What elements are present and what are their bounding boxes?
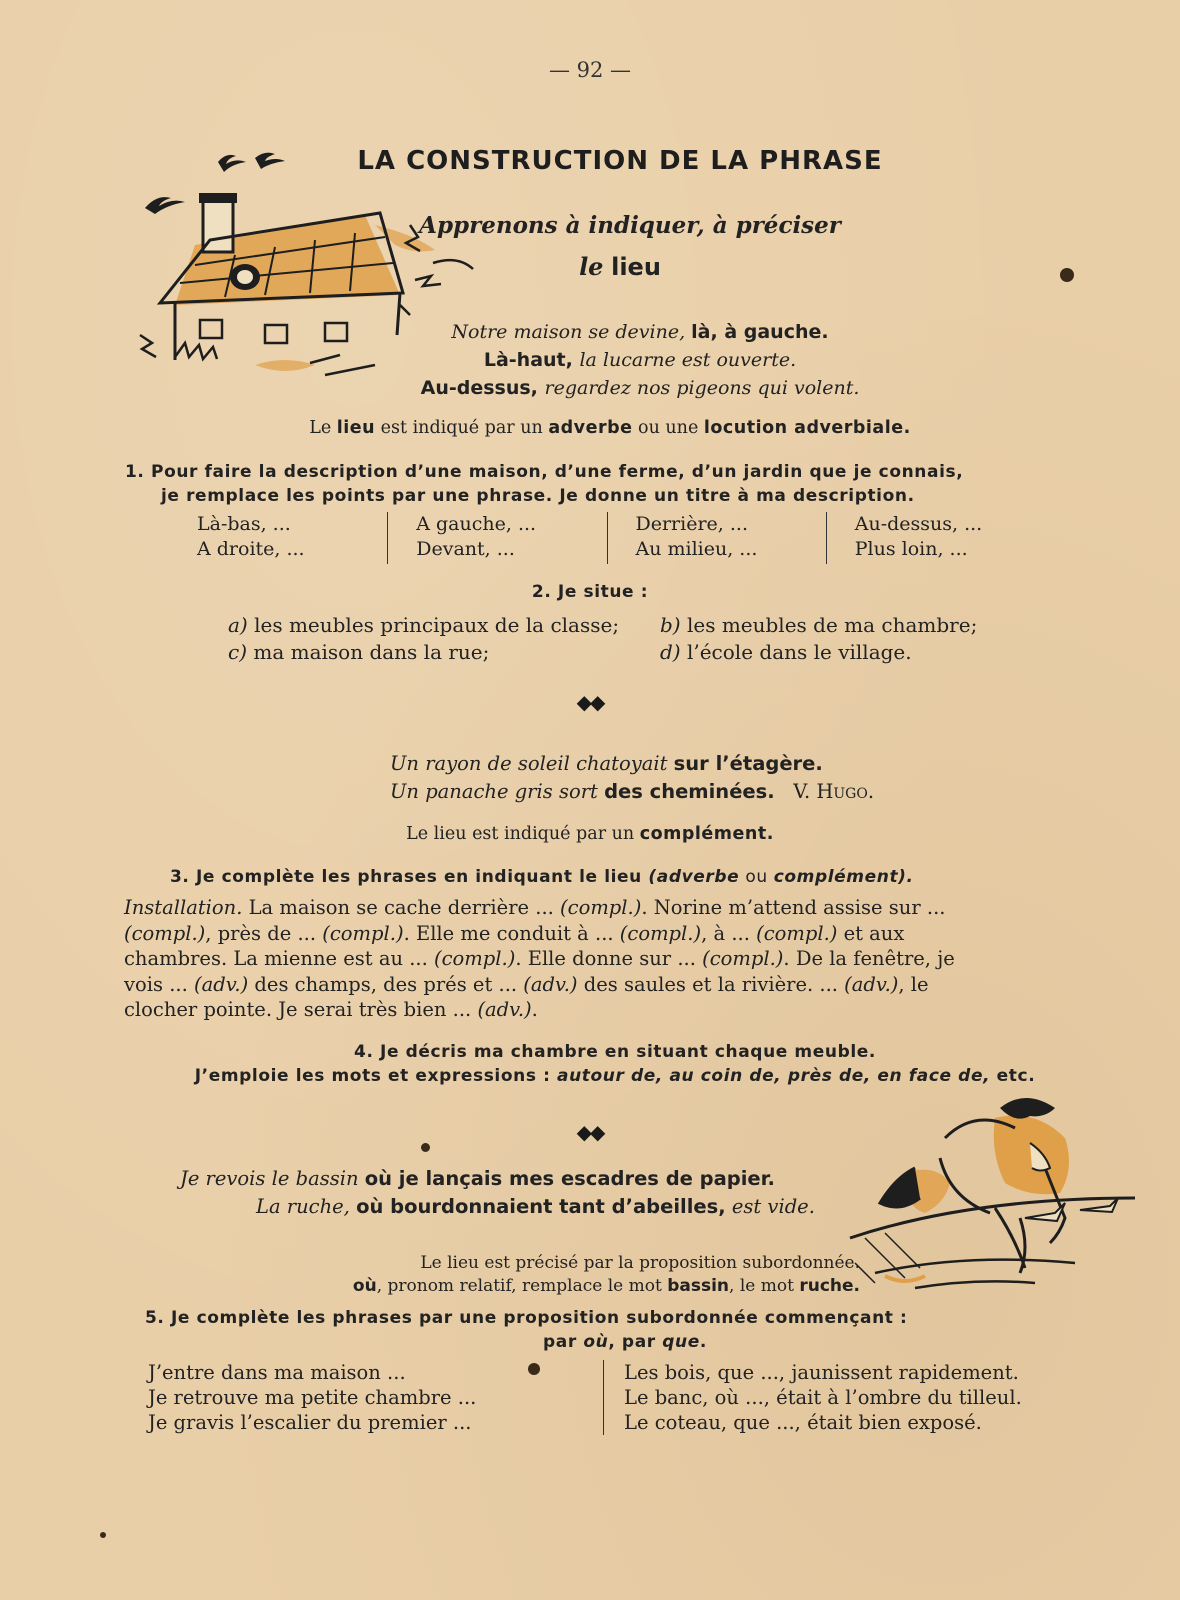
text-line xyxy=(124,921,1116,947)
heading-emphasis: (adverbe xyxy=(648,867,740,887)
exercise-4-line-2 xyxy=(90,1064,1140,1088)
rule-keyword: où xyxy=(352,1276,377,1296)
exercise-4-line-1: 4. Je décris ma chambre en situant chaque meuble. xyxy=(354,1042,876,1062)
item-text: l’école dans le village. xyxy=(680,640,912,664)
exercise-5-line-2 xyxy=(145,1330,1105,1354)
rule-3 xyxy=(300,1252,860,1298)
prompt-item: A gauche, ... xyxy=(416,513,537,535)
exercise-2-items xyxy=(228,612,1028,666)
text-plain: chambres. La mienne est au ... xyxy=(124,947,435,970)
example-block-1 xyxy=(350,318,930,402)
rule-3-line-2 xyxy=(300,1275,860,1298)
rule-keyword: lieu xyxy=(336,418,376,438)
exercise-3-text xyxy=(124,895,1116,1023)
example-line xyxy=(350,346,930,374)
text-italic: (compl.) xyxy=(756,921,838,945)
heading-text: . xyxy=(699,1332,707,1352)
heading-text: 3. Je complète les phrases en indiquant le lieu xyxy=(170,867,649,887)
text-italic: Installation. xyxy=(124,896,243,919)
example-highlight: Là-haut, xyxy=(483,349,580,371)
prompt-item: Le banc, où ..., était à l’ombre du tilleul. xyxy=(624,1386,1022,1409)
binder-hole xyxy=(100,1532,106,1538)
text-plain: . Elle donne sur ... xyxy=(515,947,703,970)
prompt-item: Là-bas, ... xyxy=(197,513,291,535)
child-playing-illustration xyxy=(845,1098,1145,1298)
item-letter: d) xyxy=(660,640,681,664)
binder-hole xyxy=(528,1363,540,1375)
text-plain: vois ... xyxy=(124,972,194,996)
text-italic: (adv.) xyxy=(523,972,578,996)
example-text: regardez nos pigeons qui volent. xyxy=(544,377,860,399)
item-text: les meubles principaux de la classe; xyxy=(247,613,620,637)
item-a xyxy=(228,612,660,639)
text-plain: . Norine m’attend assise sur ... xyxy=(641,896,946,919)
prompt-item: Je gravis l’escalier du premier ... xyxy=(148,1411,472,1434)
example-text: Un rayon de soleil chatoyait xyxy=(390,752,674,775)
heading-text: par xyxy=(543,1332,584,1352)
lesson-topic xyxy=(470,252,770,281)
rule-text: est indiqué par un xyxy=(375,418,549,438)
item-c xyxy=(228,639,660,666)
rule-keyword: locution adverbiale. xyxy=(703,418,911,438)
rule-1 xyxy=(150,418,1070,438)
text-plain: clocher pointe. Je serai très bien ... xyxy=(124,998,478,1021)
heading-text: J’emploie les mots et expressions : xyxy=(194,1066,557,1086)
text-italic: (adv.) xyxy=(477,998,532,1021)
rule-text: Le xyxy=(309,418,337,438)
text-line xyxy=(124,997,1116,1023)
example-text: est vide. xyxy=(725,1195,815,1218)
text-plain: , le xyxy=(898,972,929,996)
heading-emphasis: où xyxy=(583,1332,609,1352)
item-b xyxy=(660,612,977,639)
text-plain: . De la fenêtre, je xyxy=(783,947,955,970)
example-highlight: là, à gauche. xyxy=(691,321,829,343)
prompt-item: Je retrouve ma petite chambre ... xyxy=(148,1386,477,1409)
example-block-2 xyxy=(390,750,990,806)
example-highlight: où je lançais mes escadres de papier. xyxy=(364,1167,775,1190)
example-text: La ruche, xyxy=(256,1195,357,1218)
prompt-item: Les bois, que ..., jaunissent rapidement. xyxy=(624,1361,1019,1384)
heading-emphasis: complément). xyxy=(773,867,914,887)
item-letter: c) xyxy=(228,640,248,664)
lesson-subtitle: Apprenons à indiquer, à préciser xyxy=(419,212,841,239)
exercise-2-heading: 2. Je situe : xyxy=(531,582,649,602)
item-row xyxy=(228,612,1028,639)
prompt-item: Plus loin, ... xyxy=(854,538,968,560)
text-plain: , près de ... xyxy=(205,921,323,945)
item-letter: a) xyxy=(228,613,248,637)
rule-keyword: ruche. xyxy=(799,1276,860,1296)
rule-text: ou une xyxy=(632,418,704,438)
example-highlight: Au-dessus, xyxy=(420,377,545,399)
column-2 xyxy=(387,512,606,564)
exercise-5-columns xyxy=(148,1360,1098,1435)
text-plain: , à ... xyxy=(701,921,757,945)
topic-word: lieu xyxy=(611,253,661,281)
exercise-1-line-1: 1. Pour faire la description d’une maison, d’une ferme, d’un jardin que je connais, xyxy=(125,462,964,482)
exercise-3-heading xyxy=(170,865,1120,889)
item-row xyxy=(228,639,1028,666)
exercise-1-heading xyxy=(125,460,1115,508)
text-italic: (compl.) xyxy=(560,896,642,919)
text-italic: (compl.) xyxy=(619,921,702,945)
page-number: — 92 — xyxy=(548,58,632,82)
prompt-item: Le coteau, que ..., était bien exposé. xyxy=(624,1411,982,1434)
section-divider: ◆◆ xyxy=(576,690,604,714)
column-3 xyxy=(607,512,826,564)
text-italic: (adv.) xyxy=(844,972,899,996)
text-italic: (compl.) xyxy=(322,921,404,945)
text-line xyxy=(124,895,1116,921)
heading-text: , par xyxy=(608,1332,663,1352)
example-line xyxy=(390,778,990,806)
example-highlight: sur l’étagère. xyxy=(673,752,823,775)
prompt-item: Devant, ... xyxy=(416,538,515,560)
exercise-1-columns xyxy=(185,512,1045,564)
example-highlight: des cheminées. xyxy=(604,780,775,803)
text-plain: des saules et la rivière. ... xyxy=(577,972,845,996)
prompt-item: J’entre dans ma maison ... xyxy=(148,1361,406,1384)
heading-text: etc. xyxy=(990,1066,1036,1086)
rule-text: , pronom relatif, remplace le mot xyxy=(376,1276,668,1296)
text-italic: (compl.) xyxy=(702,947,784,970)
text-italic: (compl.) xyxy=(124,921,206,945)
text-plain: des champs, des prés et ... xyxy=(248,972,524,996)
column-1 xyxy=(185,512,387,564)
prompt-item: Au-dessus, ... xyxy=(854,513,983,535)
item-text: ma maison dans la rue; xyxy=(247,640,490,664)
prompt-item: Derrière, ... xyxy=(635,513,748,535)
rule-keyword: adverbe xyxy=(548,418,633,438)
text-italic: (adv.) xyxy=(194,972,249,996)
example-text: la lucarne est ouverte. xyxy=(579,349,797,371)
heading-text: ou xyxy=(739,867,774,887)
binder-hole xyxy=(421,1143,430,1152)
example-text: Notre maison se devine, xyxy=(451,321,692,343)
column-4 xyxy=(826,512,1045,564)
example-line xyxy=(180,1193,860,1221)
prompt-item: A droite, ... xyxy=(197,538,305,560)
exercise-5-heading xyxy=(145,1306,1105,1354)
text-line xyxy=(124,946,1116,972)
exercise-1-line-2: je remplace les points par une phrase. Je donne un titre à ma description. xyxy=(161,486,915,506)
section-divider: ◆◆ xyxy=(576,1120,604,1144)
example-line xyxy=(350,318,930,346)
text-plain: . Elle me conduit à ... xyxy=(403,921,620,945)
prompt-item: Au milieu, ... xyxy=(635,538,758,560)
item-letter: b) xyxy=(660,613,681,637)
heading-emphasis: que xyxy=(662,1332,700,1352)
item-text: les meubles de ma chambre; xyxy=(680,613,978,637)
rule-keyword: bassin xyxy=(667,1276,730,1296)
topic-article: le xyxy=(579,252,604,281)
exercise-4-heading xyxy=(90,1040,1140,1088)
page-title: LA CONSTRUCTION DE LA PHRASE xyxy=(357,146,883,176)
rule-text: , le mot xyxy=(729,1276,800,1296)
example-line xyxy=(350,374,930,402)
text-plain: et aux xyxy=(837,921,905,945)
example-text: Un panache gris sort xyxy=(390,780,605,803)
right-column xyxy=(604,1360,1022,1435)
heading-emphasis: autour de, au coin de, près de, en face de, xyxy=(557,1066,991,1086)
rule-3-line-1: Le lieu est précisé par la proposition subordonnée. xyxy=(420,1253,860,1273)
example-line xyxy=(180,1165,860,1193)
item-d xyxy=(660,639,912,666)
text-italic: (compl.) xyxy=(434,947,516,970)
text-plain: . xyxy=(531,998,538,1021)
binder-hole xyxy=(1060,268,1074,282)
exercise-5-line-1: 5. Je complète les phrases par une proposition subordonnée commençant : xyxy=(145,1308,908,1328)
rule-2 xyxy=(0,824,1180,844)
author-name: V. Hugo. xyxy=(793,780,875,803)
example-block-3 xyxy=(180,1165,860,1221)
rule-keyword: complément. xyxy=(639,824,774,844)
rule-text: Le lieu est indiqué par un xyxy=(406,824,640,844)
example-line xyxy=(390,750,990,778)
text-line xyxy=(124,972,1116,998)
example-text: Je revois le bassin xyxy=(180,1167,365,1190)
text-plain: La maison se cache derrière ... xyxy=(242,896,561,919)
example-highlight: où bourdonnaient tant d’abeilles, xyxy=(356,1195,726,1218)
